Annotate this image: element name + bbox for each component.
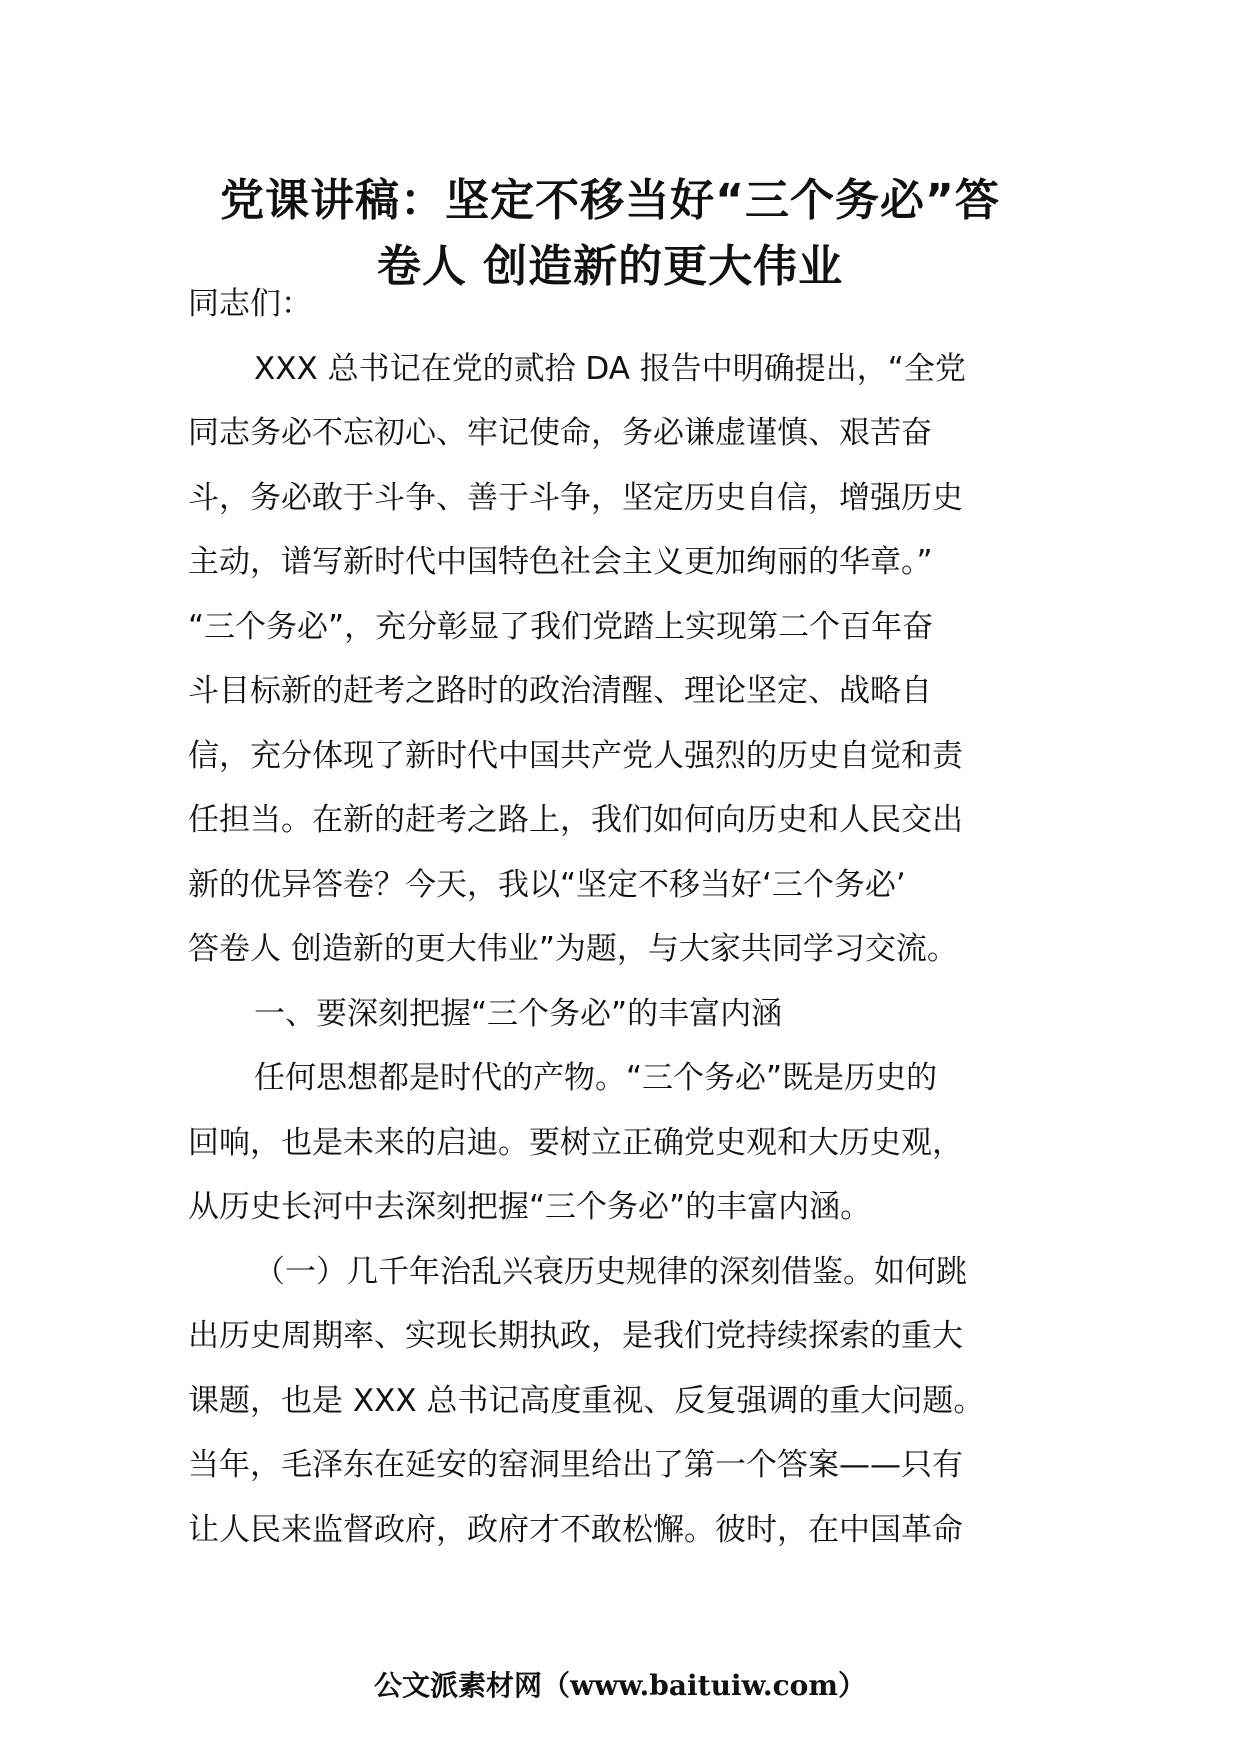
- paragraph-line: 答卷人 创造新的更大伟业”为题，与大家共同学习交流。: [188, 931, 958, 967]
- paragraph-line: 回响，也是未来的启迪。要树立正确党史观和大历史观，: [188, 1124, 963, 1161]
- paragraph-line: 斗，务必敢于斗争、善于斗争，坚定历史自信，增强历史: [188, 479, 963, 516]
- paragraph-line: 任担当。在新的赶考之路上，我们如何向历史和人民交出: [188, 802, 963, 838]
- paragraph-line: “三个务必”，充分彰显了我们党踏上实现第二个百年奋: [188, 608, 934, 645]
- paragraph-line: 斗目标新的赶考之路时的政治清醒、理论坚定、战略自: [188, 673, 932, 709]
- title-line-2: 卷人 创造新的更大伟业: [376, 241, 844, 292]
- paragraph-line: 主动，谱写新时代中国特色社会主义更加绚丽的华章。”: [188, 544, 933, 580]
- paragraph-line: 从历史长河中去深刻把握“三个务必”的丰富内涵。: [188, 1189, 872, 1225]
- paragraph-line: 出历史周期率、实现长期执政，是我们党持续探索的重大: [188, 1318, 963, 1354]
- paragraph-line: 一、要深刻把握“三个务必”的丰富内涵: [254, 995, 783, 1032]
- paragraph-line: XXX 总书记在党的贰拾 DA 报告中明确提出，“全党: [254, 350, 966, 387]
- document-body: [188, 272, 1068, 1562]
- paragraph-line: 任何思想都是时代的产物。“三个务必”既是历史的: [254, 1060, 938, 1096]
- paragraph-line: 新的优异答卷？今天，我以“坚定不移当好‘三个务必’: [188, 866, 906, 903]
- paragraph-line: （一）几千年治乱兴衰历史规律的深刻借鉴。如何跳: [254, 1253, 967, 1290]
- paragraph-line: 让人民来监督政府，政府才不敢松懈。彼时，在中国革命: [188, 1511, 963, 1548]
- paragraph-line: 同志们：: [188, 286, 312, 322]
- paragraph-line: 同志务必不忘初心、牢记使命，务必谦虚谨慎、艰苦奋: [188, 415, 932, 451]
- paragraph-line: 课题，也是 XXX 总书记高度重视、反复强调的重大问题。: [188, 1382, 985, 1419]
- paragraph-line: 当年，毛泽东在延安的窑洞里给出了第一个答案——只有: [188, 1447, 963, 1483]
- title-line-1: 党课讲稿：坚定不移当好“三个务必”答: [220, 175, 1000, 226]
- paragraph-line: 信，充分体现了新时代中国共产党人强烈的历史自觉和责: [188, 737, 963, 774]
- footer-watermark: 公文派素材网（www.baituiw.com）: [374, 1669, 866, 1702]
